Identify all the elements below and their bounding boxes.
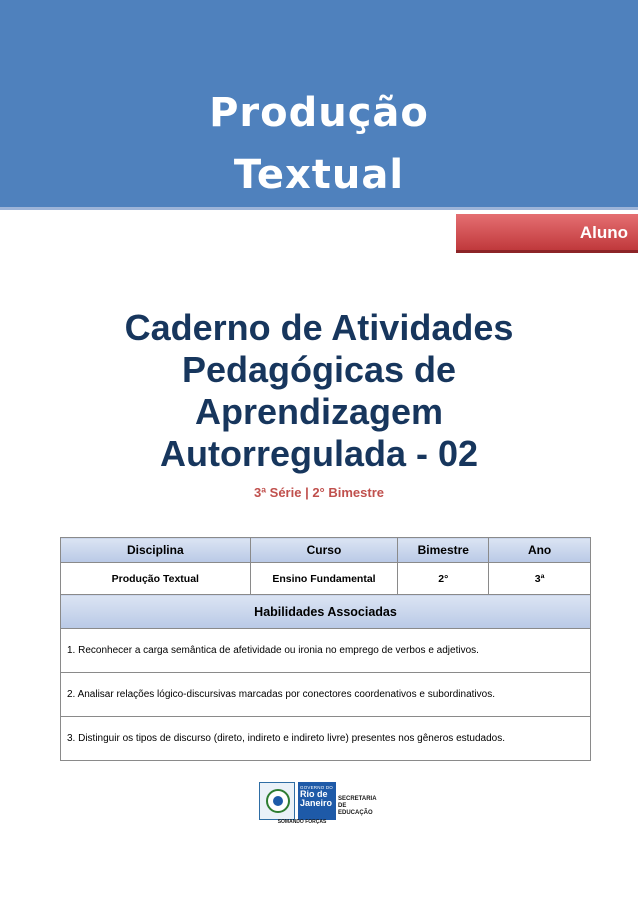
header-discipline: Disciplina [61,538,251,563]
gov-label: GOVERNO DO [300,785,334,790]
state-name-line2: Janeiro [300,798,333,808]
course-info-table [60,537,591,761]
skill-item-2: 2. Analisar relações lógico-discursivas marcadas por conectores coordenativos e subordinativos. [61,673,591,717]
skill-item-1: 1. Reconhecer a carga semântica de afetividade ou ironia no emprego de verbos e adjetivos. [61,629,591,673]
rio-de-janeiro-badge [298,782,336,820]
skill-item-3: 3. Distinguir os tipos de discurso (direto, indireto e indireto livre) presentes nos gêneros estudados. [61,717,591,761]
secretariat-line1: SECRETARIA [338,796,377,802]
skills-header: Habilidades Associadas [61,595,591,629]
subject-title-line1: Produção [209,90,429,136]
header-bimester: Bimestre [398,538,489,563]
subject-title-line2: Textual [233,152,405,198]
role-tab: Aluno [456,214,638,253]
secretariat-label [338,796,382,817]
logo-motto: SOMANDO FORÇAS [277,819,327,825]
notebook-title-line2: Pedagógicas de [181,349,457,390]
state-name-line1: Rio de [300,789,328,799]
notebook-title-line1: Caderno de Atividades [124,307,514,348]
secretariat-line2: DE EDUCAÇÃO [338,803,373,816]
grade-subtitle: 3ª Série | 2° Bimestre [254,485,384,500]
header-divider [0,207,638,210]
skill-row [61,717,591,761]
notebook-title-line4: Autorregulada - 02 [159,433,479,474]
header-course: Curso [250,538,398,563]
notebook-title-line3: Aprendizagem [194,391,444,432]
table-row [61,563,591,595]
skills-header-row [61,595,591,629]
cell-bimester: 2° [398,563,489,595]
skill-row [61,673,591,717]
skill-row [61,629,591,673]
cell-discipline: Produção Textual [61,563,251,595]
government-logo [259,782,383,826]
cell-year: 3ª [489,563,591,595]
header-band [0,0,638,208]
header-year: Ano [489,538,591,563]
state-crest-icon [259,782,295,820]
table-header-row [61,538,591,563]
notebook-title [60,307,578,475]
cell-course: Ensino Fundamental [250,563,398,595]
